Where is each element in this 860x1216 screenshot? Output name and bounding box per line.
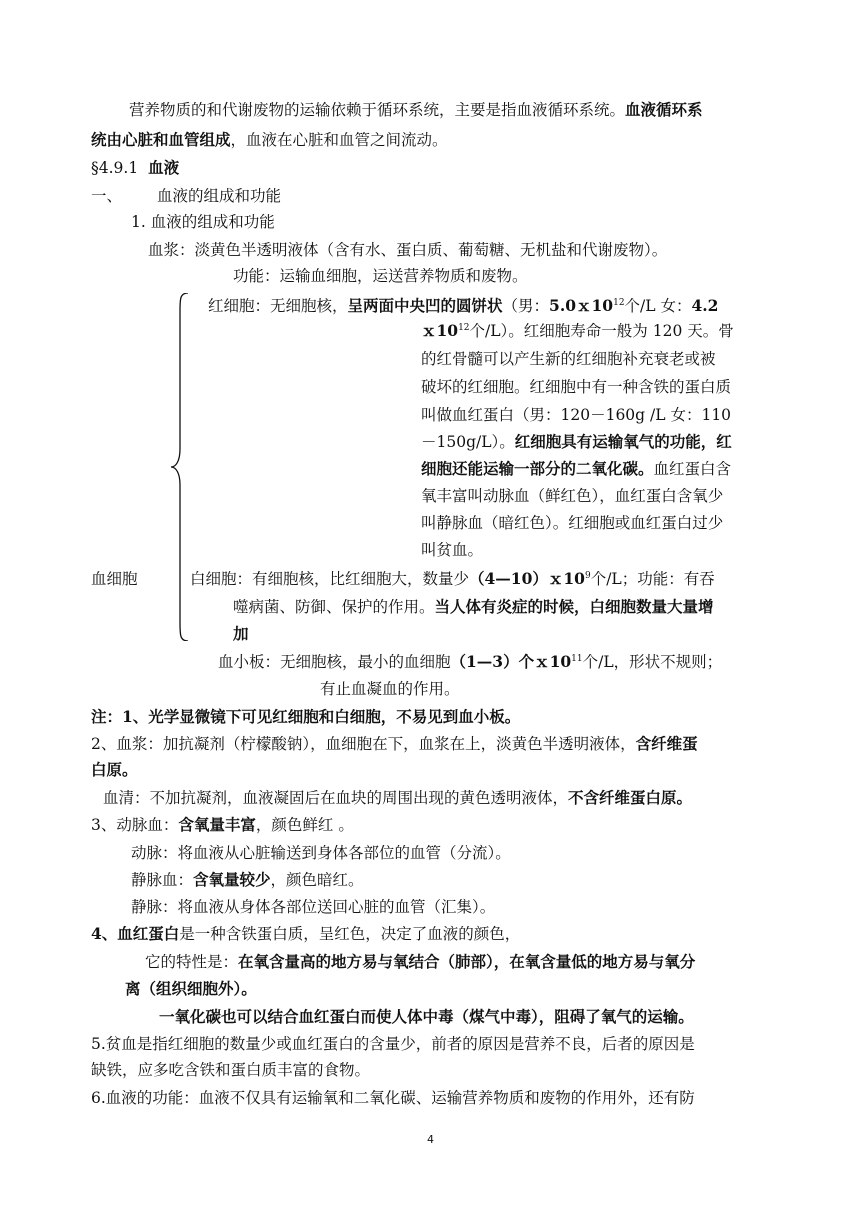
intro-emphasis: 血液循环系	[625, 100, 703, 119]
note-2: 2、血浆：加抗凝剂（柠檬酸钠），血细胞在下，血浆在上，淡黄色半透明液体，含纤维蛋	[91, 734, 698, 753]
wbc-line-3: 加	[233, 624, 249, 643]
heading-2: 1. 血液的组成和功能	[131, 213, 275, 231]
plasma-function: 功能：运输血细胞，运送营养物质和废物。	[233, 267, 528, 285]
blood-cells-label: 血细胞	[91, 570, 138, 588]
intro-text: ，血液在心脏和血管之间流动。	[230, 131, 448, 149]
serum-line: 血清：不加抗凝剂，血液凝固后在血块的周围出现的黄色透明液体，不含纤维蛋白原。	[103, 788, 693, 807]
rbc-line-5: 叫做血红蛋白（男：120－160g /L 女：110	[421, 406, 732, 424]
rbc-line-6: －150g/L）。红细胞具有运输氧气的功能，红	[421, 432, 732, 451]
rbc-line-4: 破坏的红细胞。红细胞中有一种含铁的蛋白质	[421, 378, 732, 396]
section-heading	[91, 158, 179, 178]
note-5: 5.贫血是指红细胞的数量少或血红蛋白的含量少，前者的原因是营养不良，后者的原因是	[91, 1035, 695, 1053]
note-3: 3、动脉血：含氧量丰富，颜色鲜红 。	[91, 815, 354, 834]
co-line: 一氧化碳也可以结合血红蛋白而使人体中毒（煤气中毒），阻碍了氧气的运输。	[159, 1007, 694, 1026]
intro-text: 营养物质的和代谢废物的运输依赖于循环系统，主要是指血液循环系统。	[129, 101, 626, 119]
rbc-line-9: 叫静脉血（暗红色）。红细胞或血红蛋白过少	[421, 514, 724, 532]
note-1: 注：1、光学显微镜下可见红细胞和白细胞，不易见到血小板。	[91, 707, 521, 726]
section-title: 血液	[148, 158, 180, 177]
platelet-line-2: 有止血凝血的作用。	[320, 680, 460, 698]
artery-line: 动脉：将血液从心脏输送到身体各部位的血管（分流）。	[131, 844, 511, 862]
intro-emphasis: 统由心脏和血管组成	[91, 130, 231, 149]
venous-blood-line: 静脉血：含氧量较少，颜色暗红。	[131, 870, 364, 889]
vein-line: 静脉：将血液从身体各部位送回心脏的血管（汇集）。	[131, 898, 496, 916]
rbc-line-2: $x10^{12}$个/L）。红细胞寿命一般为 120 天。骨	[421, 321, 734, 340]
rbc-line-8: 氧丰富叫动脉血（鲜红色），血红蛋白含氧少	[421, 487, 724, 505]
intro-line-1	[129, 100, 703, 120]
note-6: 6.血液的功能：血液不仅具有运输氧和二氧化碳、运输营养物质和废物的作用外，还有防	[91, 1089, 695, 1107]
note-4-cont: 离（组织细胞外）。	[125, 979, 257, 998]
curly-brace	[170, 293, 190, 641]
section-number: §4.9.1	[91, 159, 139, 177]
intro-line-2	[91, 130, 448, 150]
platelet-line-1: 血小板：无细胞核，最小的血细胞（1—3）个$x10^{11}$个/L，形状不规则；	[218, 652, 723, 671]
heading-1-num: 一、	[91, 187, 123, 205]
rbc-line-10: 叫贫血。	[421, 541, 484, 559]
note-2-cont: 白原。	[91, 760, 138, 779]
rbc-line-1: 红细胞：无细胞核，呈两面中央凹的圆饼状（男：$5.0x10^{12}$个/L 女：4.2	[208, 296, 719, 315]
note-4: 4、血红蛋白是一种含铁蛋白质，呈红色，决定了血液的颜色，	[91, 924, 521, 943]
wbc-line-1: 白细胞：有细胞核，比红细胞大，数量少$(4—10)x10^9$个/L；功能：有吞	[190, 569, 715, 588]
rbc-line-3: 的红骨髓可以产生新的红细胞补充衰老或被	[421, 350, 716, 368]
heading-1-text: 血液的组成和功能	[157, 187, 282, 205]
plasma-line: 血浆：淡黄色半透明液体（含有水、蛋白质、葡萄糖、无机盐和代谢废物）。	[148, 241, 668, 259]
wbc-line-2: 噬病菌、防御、保护的作用。当人体有炎症的时候，白细胞数量大量增	[233, 597, 714, 616]
note-5-cont: 缺铁，应多吃含铁和蛋白质丰富的食物。	[91, 1061, 371, 1079]
rbc-line-7: 细胞还能运输一部分的二氧化碳。血红蛋白含	[421, 459, 732, 478]
page-number: 4	[427, 1133, 434, 1146]
note-4-property: 它的特性是：在氧含量高的地方易与氧结合（肺部），在氧含量低的地方易与氧分	[145, 952, 696, 971]
